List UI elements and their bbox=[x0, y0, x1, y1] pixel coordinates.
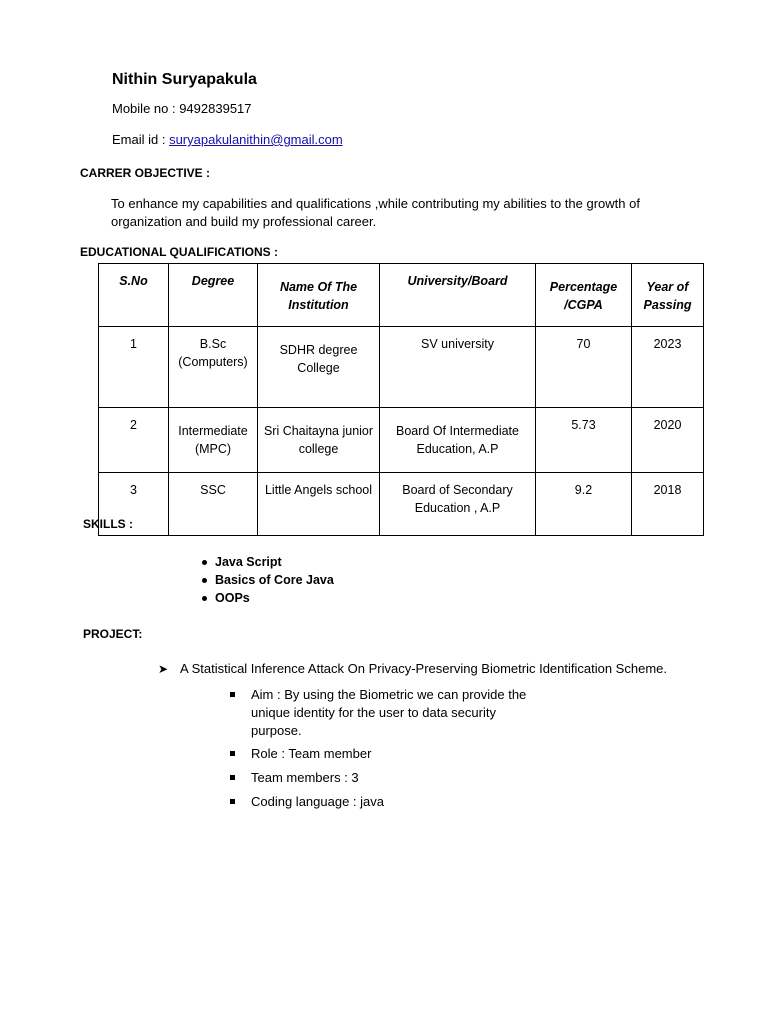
education-table bbox=[98, 263, 704, 536]
table-cell: Little Angels school bbox=[258, 473, 380, 536]
square-bullet-icon bbox=[230, 751, 235, 756]
skills-heading: SKILLS : bbox=[83, 517, 133, 531]
project-detail: Team members : 3 bbox=[251, 770, 359, 785]
table-cell: SSC bbox=[169, 473, 258, 536]
table-cell: 1 bbox=[99, 327, 169, 408]
table-cell: Board of Secondary Education , A.P bbox=[380, 473, 536, 536]
square-bullet-icon bbox=[230, 799, 235, 804]
arrow-bullet-icon: ➤ bbox=[158, 662, 169, 676]
table-cell: 2023 bbox=[632, 327, 704, 408]
list-item bbox=[200, 553, 334, 571]
candidate-name: Nithin Suryapakula bbox=[112, 71, 257, 88]
table-cell: 2 bbox=[99, 408, 169, 473]
skill-label: Basics of Core Java bbox=[215, 573, 334, 587]
table-cell: 2020 bbox=[632, 408, 704, 473]
mobile-number: Mobile no : 9492839517 bbox=[112, 101, 252, 116]
list-item bbox=[200, 571, 334, 589]
list-item bbox=[229, 793, 541, 817]
project-detail: Aim : By using the Biometric we can provide the unique identity for the user to data security purpose. bbox=[251, 687, 527, 738]
column-header: Name Of The Institution bbox=[258, 264, 380, 327]
list-item bbox=[229, 769, 541, 793]
table-cell: 3 bbox=[99, 473, 169, 536]
list-item bbox=[200, 589, 334, 607]
table-header-row bbox=[99, 264, 704, 327]
table-row bbox=[99, 473, 704, 536]
skill-label: OOPs bbox=[215, 591, 250, 605]
square-bullet-icon bbox=[230, 775, 235, 780]
table-cell: 70 bbox=[536, 327, 632, 408]
bullet-icon bbox=[202, 596, 207, 601]
table-cell: Sri Chaitayna junior college bbox=[258, 408, 380, 473]
column-header: Year of Passing bbox=[632, 264, 704, 327]
project-title: A Statistical Inference Attack On Privacy-Preserving Biometric Identification Scheme. bbox=[180, 661, 667, 676]
list-item bbox=[229, 745, 541, 769]
column-header: S.No bbox=[99, 264, 169, 327]
education-heading: EDUCATIONAL QUALIFICATIONS : bbox=[80, 245, 278, 259]
column-header: Percentage /CGPA bbox=[536, 264, 632, 327]
project-detail: Role : Team member bbox=[251, 746, 372, 761]
square-bullet-icon bbox=[230, 692, 235, 697]
project-title-line bbox=[158, 661, 667, 676]
table-cell: 5.73 bbox=[536, 408, 632, 473]
project-heading: PROJECT: bbox=[83, 627, 143, 641]
column-header: University/Board bbox=[380, 264, 536, 327]
bullet-icon bbox=[202, 578, 207, 583]
bullet-icon bbox=[202, 560, 207, 565]
table-cell: Board Of Intermediate Education, A.P bbox=[380, 408, 536, 473]
table-row bbox=[99, 408, 704, 473]
list-item bbox=[229, 686, 541, 745]
table-cell: SV university bbox=[380, 327, 536, 408]
project-detail: Coding language : java bbox=[251, 794, 384, 809]
project-details-list bbox=[229, 686, 541, 817]
table-cell: SDHR degree College bbox=[258, 327, 380, 408]
email-link[interactable]: suryapakulanithin@gmail.com bbox=[169, 132, 343, 147]
table-cell: 2018 bbox=[632, 473, 704, 536]
table-cell: 9.2 bbox=[536, 473, 632, 536]
email-label: Email id : bbox=[112, 132, 170, 147]
objective-text: To enhance my capabilities and qualifications ,while contributing my abilities to the growth of organization and build my professional career. bbox=[111, 196, 640, 229]
table-cell: B.Sc (Computers) bbox=[169, 327, 258, 408]
email-line bbox=[112, 132, 343, 147]
table-row bbox=[99, 327, 704, 408]
skills-list bbox=[200, 553, 334, 607]
objective-heading: CARRER OBJECTIVE : bbox=[80, 166, 211, 180]
column-header: Degree bbox=[169, 264, 258, 327]
table-cell: Intermediate (MPC) bbox=[169, 408, 258, 473]
skill-label: Java Script bbox=[215, 555, 282, 569]
